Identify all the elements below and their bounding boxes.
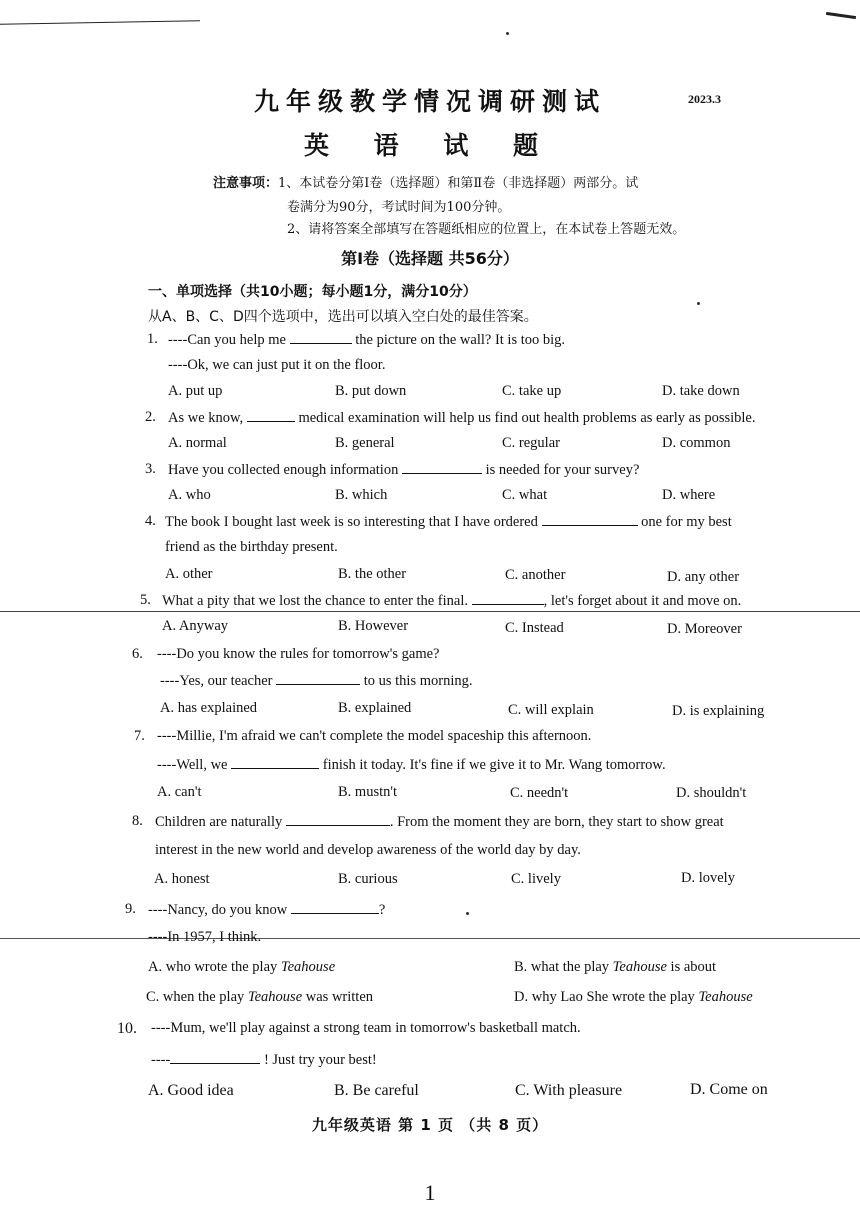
exam-date: 2023.3 bbox=[688, 92, 721, 106]
question-line: ----Millie, I'm afraid we can't complete the model spaceship this afternoon. bbox=[157, 728, 592, 744]
option-a: A. normal bbox=[168, 435, 227, 451]
option-b: B. the other bbox=[338, 566, 407, 582]
question-number: 3. bbox=[145, 461, 156, 477]
question-text: is needed for your survey? bbox=[481, 462, 640, 478]
option-c: C. what bbox=[502, 487, 548, 503]
question-line bbox=[165, 513, 732, 531]
scan-artifact-mark bbox=[826, 12, 856, 19]
answer-blank bbox=[290, 331, 352, 344]
question-text: to us this morning. bbox=[360, 673, 473, 689]
option-d: D. where bbox=[662, 487, 716, 503]
question-text: As we know, bbox=[168, 410, 247, 426]
option-text: is about bbox=[666, 959, 717, 975]
option-c: C. Instead bbox=[505, 620, 564, 636]
question-number: 1. bbox=[147, 331, 158, 347]
question-line bbox=[160, 672, 472, 690]
option-c: C. another bbox=[505, 567, 566, 583]
option-d: D. Come on bbox=[690, 1081, 768, 1098]
question-line bbox=[168, 331, 565, 349]
question-line: ----Do you know the rules for tomorrow's game? bbox=[157, 646, 440, 662]
scan-speck bbox=[466, 912, 469, 915]
option-b: B. which bbox=[335, 487, 388, 503]
volume-heading: 第Ⅰ卷（选择题 共56分） bbox=[341, 249, 519, 268]
option-c: C. lively bbox=[511, 871, 561, 887]
option-title: Teahouse bbox=[280, 959, 336, 975]
question-line: ----In 1957, I think. bbox=[148, 929, 262, 945]
question-text: ----Yes, our teacher bbox=[160, 673, 277, 689]
question-line bbox=[157, 756, 666, 774]
option-b: B. mustn't bbox=[338, 784, 398, 800]
option-d: D. lovely bbox=[681, 870, 735, 886]
option-a: A. has explained bbox=[160, 700, 258, 716]
question-text: one for my best bbox=[637, 514, 732, 530]
option-c: C. take up bbox=[502, 383, 562, 399]
option-d bbox=[514, 989, 753, 1006]
exam-subtitle: 英 语 试 题 bbox=[303, 131, 557, 160]
question-line bbox=[168, 461, 639, 479]
answer-blank bbox=[276, 672, 360, 685]
scan-artifact-line bbox=[0, 20, 200, 24]
option-c: C. needn't bbox=[510, 785, 569, 801]
option-text: B. what the play bbox=[514, 959, 613, 975]
option-c: C. With pleasure bbox=[515, 1082, 623, 1099]
notice-label: 注意事项： bbox=[213, 176, 279, 191]
option-b: B. Be careful bbox=[334, 1082, 419, 1099]
option-d: D. is explaining bbox=[672, 703, 765, 719]
question-number: 8. bbox=[132, 813, 143, 829]
section-title: 一、单项选择（共10小题；每小题1分，满分10分） bbox=[148, 284, 477, 300]
answer-blank bbox=[286, 813, 390, 826]
question-number: 6. bbox=[132, 646, 143, 662]
option-a: A. honest bbox=[154, 871, 210, 887]
question-text: ? bbox=[378, 902, 386, 918]
answer-blank bbox=[402, 461, 482, 474]
option-title: Teahouse bbox=[612, 959, 667, 975]
option-text: C. when the play bbox=[146, 989, 248, 1005]
option-c bbox=[146, 989, 373, 1006]
option-a: A. Anyway bbox=[162, 618, 229, 634]
question-line bbox=[148, 901, 385, 919]
question-text: . From the moment they are born, they start to show great bbox=[389, 814, 724, 830]
question-number: 7. bbox=[134, 728, 145, 744]
option-b: B. explained bbox=[338, 700, 412, 716]
question-text: The book I bought last week is so interesting that I have ordered bbox=[165, 514, 542, 530]
scan-artifact-line bbox=[0, 611, 860, 612]
answer-blank bbox=[542, 513, 638, 526]
question-text: What a pity that we lost the chance to enter the final. bbox=[162, 593, 472, 609]
option-title: Teahouse bbox=[698, 989, 753, 1005]
option-d: D. take down bbox=[662, 383, 740, 399]
question-line bbox=[168, 409, 756, 427]
page-footer: 九年级英语 第 1 页 （共 8 页） bbox=[311, 1116, 549, 1134]
question-text: finish it today. It's fine if we give it to Mr. Wang tomorrow. bbox=[319, 757, 666, 773]
answer-blank bbox=[247, 409, 295, 422]
question-number: 2. bbox=[145, 409, 156, 425]
question-line bbox=[155, 813, 724, 831]
question-number: 9. bbox=[125, 901, 136, 917]
option-d: D. shouldn't bbox=[676, 785, 747, 801]
scan-speck bbox=[506, 32, 509, 35]
option-a: A. put up bbox=[168, 383, 223, 399]
question-line: friend as the birthday present. bbox=[165, 539, 338, 555]
question-text: ----Nancy, do you know bbox=[148, 902, 291, 918]
option-b: B. However bbox=[338, 618, 409, 634]
section-instruction: 从A、B、C、D四个选项中，选出可以填入空白处的最佳答案。 bbox=[148, 309, 538, 325]
question-line bbox=[151, 1051, 377, 1069]
page-number: 1 bbox=[424, 1180, 436, 1205]
question-text: Children are naturally bbox=[155, 814, 286, 830]
answer-blank bbox=[472, 592, 544, 605]
answer-blank bbox=[170, 1051, 260, 1064]
question-text: ---- bbox=[151, 1052, 171, 1068]
answer-blank bbox=[291, 901, 379, 914]
option-a: A. who bbox=[168, 487, 211, 503]
option-d: D. any other bbox=[667, 569, 740, 585]
question-line: ----Ok, we can just put it on the floor. bbox=[168, 357, 386, 373]
question-text: ! Just try your best! bbox=[260, 1052, 377, 1068]
option-c: C. regular bbox=[502, 435, 560, 451]
option-a bbox=[148, 959, 335, 976]
question-line bbox=[162, 592, 741, 610]
question-text: Have you collected enough information bbox=[168, 462, 402, 478]
question-text: , let's forget about it and move on. bbox=[543, 593, 742, 609]
option-d: D. common bbox=[662, 435, 731, 451]
question-text: medical examination will help us find out health problems as early as possible. bbox=[294, 410, 756, 426]
question-text: the picture on the wall? It is too big. bbox=[351, 332, 566, 348]
option-text: was written bbox=[302, 989, 374, 1005]
option-a: A. Good idea bbox=[148, 1082, 234, 1099]
option-a: A. can't bbox=[157, 784, 202, 800]
option-text: D. why Lao She wrote the play bbox=[514, 989, 699, 1005]
notice-line-2: 2、请将答案全部填写在答题纸相应的位置上，在本试卷上答题无效。 bbox=[287, 222, 686, 237]
scan-speck bbox=[697, 302, 700, 305]
question-line: interest in the new world and develop awareness of the world day by day. bbox=[155, 842, 581, 858]
option-b: B. general bbox=[335, 435, 395, 451]
option-title: Teahouse bbox=[247, 989, 303, 1005]
question-text: ----Well, we bbox=[157, 757, 232, 773]
notice-text-1: 1、本试卷分第Ⅰ卷（选择题）和第Ⅱ卷（非选择题）两部分。试 bbox=[278, 176, 639, 191]
option-text: A. who wrote the play bbox=[148, 959, 281, 975]
notice-line-1 bbox=[213, 172, 638, 191]
option-b: B. curious bbox=[338, 871, 398, 887]
option-c: C. will explain bbox=[508, 702, 594, 718]
option-b bbox=[514, 959, 716, 976]
option-d: D. Moreover bbox=[667, 621, 742, 637]
question-text: ----Can you help me bbox=[168, 332, 290, 348]
question-number: 4. bbox=[145, 513, 156, 529]
question-number: 10. bbox=[117, 1020, 137, 1037]
scan-artifact-line bbox=[0, 938, 860, 939]
option-b: B. put down bbox=[335, 383, 407, 399]
notice-line-1b: 卷满分为90分，考试时间为100分钟。 bbox=[287, 200, 511, 215]
answer-blank bbox=[231, 756, 319, 769]
question-number: 5. bbox=[140, 592, 151, 608]
option-a: A. other bbox=[165, 566, 213, 582]
exam-title: 九年级教学情况调研测试 bbox=[253, 87, 606, 116]
question-line: ----Mum, we'll play against a strong team in tomorrow's basketball match. bbox=[151, 1020, 581, 1036]
